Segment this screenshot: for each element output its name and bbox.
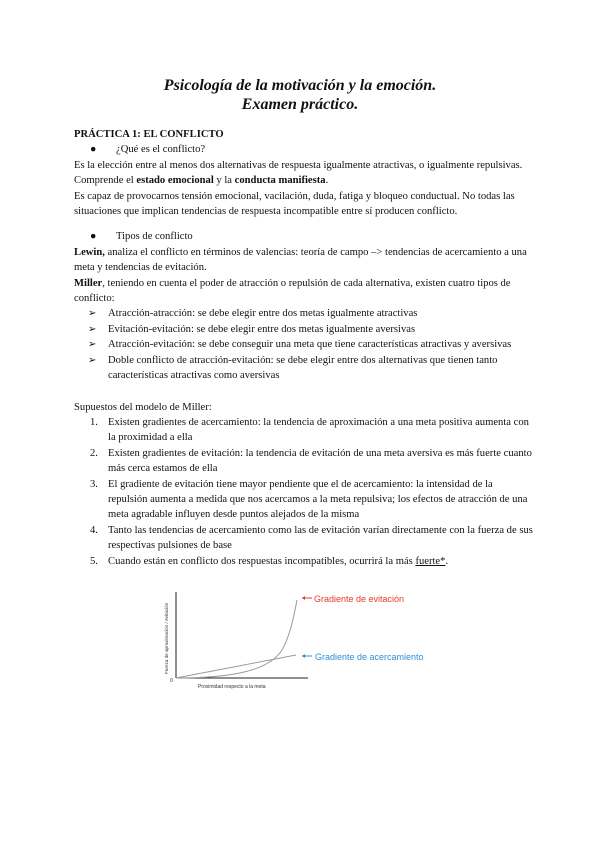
numbered-item [74, 446, 534, 477]
arrow-bullet-icon: ➢ [88, 339, 97, 351]
item-number: 3. [90, 478, 98, 490]
item-number: 5. [90, 555, 98, 567]
paragraph-definition [74, 158, 534, 189]
gradient-diagram [158, 586, 438, 696]
gradient-figure [158, 586, 438, 696]
item-text: Tanto las tendencias de acercamiento como las de evitación varían directamente con la fuerza de sus respectivas pulsiones de base [108, 524, 533, 552]
item-number: 2. [90, 447, 98, 459]
bullet-item [74, 142, 534, 157]
bullet-text: ¿Qué es el conflicto? [116, 144, 206, 156]
list-item-text: Atracción-evitación: se debe conseguir una meta que tiene características atractivas y aversivas [108, 339, 512, 351]
supuestos-title: Supuestos del modelo de Miller: [74, 401, 212, 413]
approach-gradient-line [176, 655, 296, 678]
bold-run: Lewin, [74, 246, 105, 258]
avoidance-label: Gradiente de evitación [314, 594, 405, 604]
item-number: 1. [90, 416, 98, 428]
document-body [74, 127, 534, 569]
item-text: Existen gradientes de acercamiento: la tendencia de aproximación a una meta positiva aumenta con la proximidad a ella [108, 416, 529, 444]
list-item-text: Evitación-evitación: se debe elegir entre dos metas igualmente aversivas [108, 323, 416, 335]
text-run: y la [213, 175, 235, 187]
arrow-bullet-icon: ➢ [88, 354, 97, 366]
list-item [74, 322, 534, 337]
numbered-item [74, 523, 534, 554]
x-axis-label: Proximidad respecto a la meta [198, 684, 266, 690]
paragraph-effects: Es capaz de provocarnos tensión emocional, vacilación, duda, fatiga y bloqueo conductual. No todas las situaciones que implican tendencias de respuesta incompatible entre sí producen conflicto. [74, 190, 515, 218]
bold-run: Miller [74, 277, 103, 289]
origin-label: 0 [170, 678, 173, 684]
underlined-word: fuerte* [415, 555, 446, 567]
numbered-item [74, 477, 534, 523]
item-text: El gradiente de evitación tiene mayor pendiente que el de acercamiento: la intensidad de la repulsión aumenta a medida que nos acercamos a la meta repulsiva; los efectos de atracción de una meta agradable influyen desde puntos alejados de la misma [108, 478, 528, 521]
item-text: Existen gradientes de evitación: la tendencia de evitación de una meta aversiva es más fuerte cuanto más cerca estamos de ella [108, 447, 532, 475]
approach-label: Gradiente de acercamiento [315, 652, 424, 662]
arrow-bullet-icon: ➢ [88, 308, 97, 320]
item-text: Cuando están en conflicto dos respuestas incompatibles, ocurrirá la más [108, 555, 416, 567]
list-item [74, 337, 534, 352]
paragraph-lewin [74, 245, 534, 276]
bold-run: estado emocional [136, 175, 214, 187]
list-item [74, 306, 534, 321]
bullet-item [74, 229, 534, 244]
text-run: , teniendo en cuenta el poder de atracción o repulsión de cada alternativa, existen cuatro tipos de conflicto: [74, 277, 511, 305]
document-title: Psicología de la motivación y la emoción. [163, 77, 437, 94]
bullet-dot-icon: ● [90, 144, 97, 156]
item-number: 4. [90, 524, 98, 536]
bullet-text: Tipos de conflicto [116, 231, 193, 243]
approach-arrowhead-icon [302, 654, 305, 658]
paragraph-miller [74, 276, 534, 307]
avoid-arrowhead-icon [302, 596, 305, 600]
list-item-text: Atracción-atracción: se debe elegir entre dos metas igualmente atractivas [108, 308, 418, 320]
section-title: PRÁCTICA 1: EL CONFLICTO [74, 129, 224, 140]
list-item-text: Doble conflicto de atracción-evitación: se debe elegir entre dos alternativas que tienen tanto características atractivas como aversivas [108, 354, 498, 382]
document-subtitle: Examen práctico. [241, 96, 359, 113]
spacer [74, 219, 534, 229]
text-run: Es la elección entre al menos dos alternativas de respuesta igualmente atractivas, o igualmente repulsivas. Comprende el [74, 159, 523, 187]
bold-run: conducta manifiesta [234, 175, 326, 187]
text-run: . [325, 175, 329, 187]
bullet-dot-icon: ● [90, 231, 97, 243]
text-run: analiza el conflicto en términos de valencias: teoría de campo –> tendencias de acercamiento a una meta y tendencias de evitación. [74, 246, 527, 274]
item-text: . [445, 555, 449, 567]
list-item [74, 353, 534, 384]
numbered-item [74, 554, 534, 569]
numbered-item [74, 415, 534, 446]
arrow-bullet-icon: ➢ [88, 323, 97, 335]
spacer [74, 384, 534, 400]
y-axis-label: Fuerza de aproximación / evitación [164, 602, 169, 674]
